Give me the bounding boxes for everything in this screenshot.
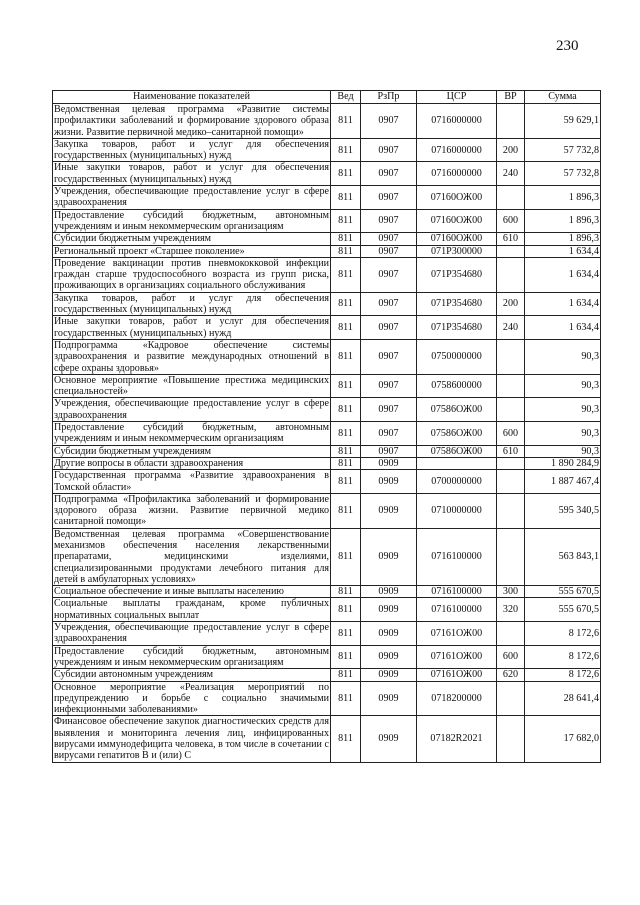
table-header-row bbox=[53, 91, 601, 104]
row-rzpr: 0907 bbox=[361, 257, 417, 292]
table-row bbox=[53, 138, 601, 162]
budget-table bbox=[52, 90, 601, 763]
row-csr: 07161ОЖ00 bbox=[417, 622, 497, 646]
row-vr bbox=[497, 257, 525, 292]
table-row bbox=[53, 398, 601, 422]
row-ved: 811 bbox=[331, 669, 361, 681]
table-row bbox=[53, 493, 601, 528]
row-vr: 600 bbox=[497, 645, 525, 669]
row-vr bbox=[497, 470, 525, 494]
table-row bbox=[53, 598, 601, 622]
table-row bbox=[53, 445, 601, 457]
row-name: Субсидии бюджетным учреждениям bbox=[53, 233, 331, 245]
row-ved: 811 bbox=[331, 374, 361, 398]
row-ved: 811 bbox=[331, 186, 361, 210]
row-vr: 610 bbox=[497, 233, 525, 245]
row-csr: 0700000000 bbox=[417, 470, 497, 494]
row-sum: 595 340,5 bbox=[525, 493, 601, 528]
row-name: Основное мероприятие «Повышение престижа медицинских специальностей» bbox=[54, 374, 329, 398]
row-ved: 811 bbox=[331, 257, 361, 292]
row-ved: 811 bbox=[331, 339, 361, 374]
row-vr: 200 bbox=[497, 138, 525, 162]
table-row bbox=[53, 257, 601, 292]
row-rzpr: 0909 bbox=[361, 493, 417, 528]
row-rzpr: 0909 bbox=[361, 669, 417, 681]
row-vr: 240 bbox=[497, 162, 525, 186]
table-row bbox=[53, 104, 601, 139]
row-rzpr: 0909 bbox=[361, 622, 417, 646]
row-sum: 555 670,5 bbox=[525, 598, 601, 622]
table-row bbox=[53, 316, 601, 340]
row-csr: 0716000000 bbox=[417, 138, 497, 162]
row-vr: 600 bbox=[497, 422, 525, 446]
row-name: Подпрограмма «Профилактика заболеваний и формирование здорового образа жизни. Развитие первичной медико санитарной помощи» bbox=[54, 493, 329, 528]
row-csr: 071P354680 bbox=[417, 257, 497, 292]
table-row bbox=[53, 374, 601, 398]
row-csr: 07160ОЖ00 bbox=[417, 186, 497, 210]
row-csr: 07161ОЖ00 bbox=[417, 669, 497, 681]
table-row bbox=[53, 339, 601, 374]
table-row bbox=[53, 470, 601, 494]
table-row bbox=[53, 681, 601, 716]
row-csr bbox=[417, 457, 497, 469]
row-name: Предоставление субсидий бюджетным, автономным учреждениям и иным некоммерческим организациям bbox=[54, 209, 329, 232]
row-sum: 1 887 467,4 bbox=[525, 470, 601, 494]
row-csr: 0716000000 bbox=[417, 162, 497, 186]
table-row bbox=[53, 457, 601, 469]
table-row bbox=[53, 528, 601, 585]
row-ved: 811 bbox=[331, 586, 361, 598]
table-row bbox=[53, 622, 601, 646]
row-ved: 811 bbox=[331, 645, 361, 669]
row-name: Предоставление субсидий бюджетным, автономным учреждениям и иным некоммерческим организациям bbox=[54, 422, 329, 445]
row-rzpr: 0907 bbox=[361, 186, 417, 210]
row-ved: 811 bbox=[331, 716, 361, 762]
row-rzpr: 0909 bbox=[361, 645, 417, 669]
row-rzpr: 0907 bbox=[361, 162, 417, 186]
row-name: Социальные выплаты гражданам, кроме публичных нормативных социальных выплат bbox=[54, 598, 329, 621]
row-ved: 811 bbox=[331, 162, 361, 186]
table-row bbox=[53, 245, 601, 257]
table-row bbox=[53, 209, 601, 233]
row-rzpr: 0907 bbox=[361, 316, 417, 340]
table-row bbox=[53, 233, 601, 245]
table-row bbox=[53, 716, 601, 762]
row-ved: 811 bbox=[331, 681, 361, 716]
row-name: Государственная программа «Развитие здравоохранения в Томской области» bbox=[54, 470, 329, 493]
row-csr: 07161ОЖ00 bbox=[417, 645, 497, 669]
row-rzpr: 0907 bbox=[361, 292, 417, 316]
row-sum: 1 890 284,9 bbox=[525, 457, 601, 469]
row-name: Основное мероприятие «Реализация мероприятий по предупреждению и борьбе с социально значимыми инфекционными заболеваниями» bbox=[54, 681, 329, 716]
row-vr bbox=[497, 339, 525, 374]
row-ved: 811 bbox=[331, 245, 361, 257]
column-header-sum: Сумма bbox=[525, 91, 601, 104]
row-name: Закупка товаров, работ и услуг для обеспечения государственных (муниципальных) нужд bbox=[54, 138, 329, 162]
row-ved: 811 bbox=[331, 104, 361, 139]
row-rzpr: 0907 bbox=[361, 422, 417, 446]
row-vr bbox=[497, 186, 525, 210]
row-sum: 17 682,0 bbox=[525, 716, 601, 762]
row-vr bbox=[497, 622, 525, 646]
row-sum: 1 634,4 bbox=[525, 245, 601, 257]
row-sum: 90,3 bbox=[525, 398, 601, 422]
row-rzpr: 0907 bbox=[361, 445, 417, 457]
row-vr bbox=[497, 716, 525, 762]
row-name: Иные закупки товаров, работ и услуг для обеспечения государственных (муниципальных) нужд bbox=[54, 316, 329, 339]
row-vr bbox=[497, 398, 525, 422]
row-sum: 28 641,4 bbox=[525, 681, 601, 716]
row-vr: 300 bbox=[497, 586, 525, 598]
row-ved: 811 bbox=[331, 398, 361, 422]
table-row bbox=[53, 586, 601, 598]
table-row bbox=[53, 645, 601, 669]
row-name: Проведение вакцинации против пневмококковой инфекции граждан старше трудоспособного возраста из групп риска, проживающих в организациях социального обслуживания bbox=[54, 257, 329, 292]
row-sum: 1 634,4 bbox=[525, 257, 601, 292]
row-sum: 90,3 bbox=[525, 445, 601, 457]
row-ved: 811 bbox=[331, 470, 361, 494]
row-rzpr: 0909 bbox=[361, 598, 417, 622]
row-rzpr: 0907 bbox=[361, 209, 417, 233]
row-ved: 811 bbox=[331, 457, 361, 469]
row-name: Подпрограмма «Кадровое обеспечение системы здравоохранения и развитие международных отношений в сфере охраны здоровья» bbox=[54, 339, 329, 374]
row-sum: 1 634,4 bbox=[525, 292, 601, 316]
row-name: Ведомственная целевая программа «Развитие системы профилактики заболеваний и формирование здорового образа жизни. Развитие первичной медико–санитарной помощи» bbox=[54, 104, 329, 138]
row-rzpr: 0907 bbox=[361, 138, 417, 162]
row-csr: 071P300000 bbox=[417, 245, 497, 257]
row-sum: 1 896,3 bbox=[525, 209, 601, 233]
row-name: Региональный проект «Старшее поколение» bbox=[53, 245, 331, 257]
row-csr: 07182R2021 bbox=[417, 716, 497, 762]
table-row bbox=[53, 292, 601, 316]
row-rzpr: 0909 bbox=[361, 681, 417, 716]
row-name: Предоставление субсидий бюджетным, автономным учреждениям и иным некоммерческим организациям bbox=[54, 645, 329, 668]
row-sum: 8 172,6 bbox=[525, 669, 601, 681]
row-sum: 555 670,5 bbox=[525, 586, 601, 598]
row-vr bbox=[497, 245, 525, 257]
row-rzpr: 0907 bbox=[361, 233, 417, 245]
row-csr: 0758600000 bbox=[417, 374, 497, 398]
row-csr: 0716100000 bbox=[417, 528, 497, 585]
row-ved: 811 bbox=[331, 622, 361, 646]
row-csr: 07160ОЖ00 bbox=[417, 233, 497, 245]
row-rzpr: 0909 bbox=[361, 528, 417, 585]
row-name: Учреждения, обеспечивающие предоставление услуг в сфере здравоохранения bbox=[54, 398, 329, 421]
row-name: Учреждения, обеспечивающие предоставление услуг в сфере здравоохранения bbox=[54, 622, 329, 645]
row-vr: 620 bbox=[497, 669, 525, 681]
row-ved: 811 bbox=[331, 528, 361, 585]
row-sum: 90,3 bbox=[525, 422, 601, 446]
row-name: Другие вопросы в области здравоохранения bbox=[53, 457, 331, 469]
row-name: Социальное обеспечение и иные выплаты населению bbox=[53, 586, 331, 598]
row-vr bbox=[497, 457, 525, 469]
row-ved: 811 bbox=[331, 445, 361, 457]
row-sum: 8 172,6 bbox=[525, 645, 601, 669]
row-sum: 8 172,6 bbox=[525, 622, 601, 646]
row-sum: 563 843,1 bbox=[525, 528, 601, 585]
row-ved: 811 bbox=[331, 316, 361, 340]
row-sum: 90,3 bbox=[525, 339, 601, 374]
row-vr bbox=[497, 681, 525, 716]
row-name: Субсидии автономным учреждениям bbox=[53, 669, 331, 681]
table-row bbox=[53, 422, 601, 446]
row-csr: 0710000000 bbox=[417, 493, 497, 528]
table-row bbox=[53, 162, 601, 186]
row-vr: 610 bbox=[497, 445, 525, 457]
row-rzpr: 0909 bbox=[361, 457, 417, 469]
row-vr bbox=[497, 528, 525, 585]
row-csr: 071P354680 bbox=[417, 292, 497, 316]
row-vr bbox=[497, 374, 525, 398]
column-header-csr: ЦСР bbox=[417, 91, 497, 104]
row-sum: 90,3 bbox=[525, 374, 601, 398]
row-ved: 811 bbox=[331, 292, 361, 316]
row-ved: 811 bbox=[331, 598, 361, 622]
row-csr: 07586ОЖ00 bbox=[417, 422, 497, 446]
row-sum: 1 634,4 bbox=[525, 316, 601, 340]
row-name: Учреждения, обеспечивающие предоставление услуг в сфере здравоохранения bbox=[54, 186, 329, 209]
row-csr: 0750000000 bbox=[417, 339, 497, 374]
row-rzpr: 0909 bbox=[361, 586, 417, 598]
page-number: 230 bbox=[556, 38, 579, 54]
row-vr: 600 bbox=[497, 209, 525, 233]
row-ved: 811 bbox=[331, 209, 361, 233]
row-vr bbox=[497, 104, 525, 139]
row-csr: 0716100000 bbox=[417, 598, 497, 622]
row-rzpr: 0907 bbox=[361, 104, 417, 139]
row-vr: 320 bbox=[497, 598, 525, 622]
row-rzpr: 0907 bbox=[361, 339, 417, 374]
row-sum: 59 629,1 bbox=[525, 104, 601, 139]
row-csr: 0716100000 bbox=[417, 586, 497, 598]
row-vr bbox=[497, 493, 525, 528]
row-vr: 240 bbox=[497, 316, 525, 340]
column-header-name: Наименование показателей bbox=[53, 91, 331, 104]
table-row bbox=[53, 669, 601, 681]
row-csr: 0716000000 bbox=[417, 104, 497, 139]
row-name: Финансовое обеспечение закупок диагностических средств для выявления и мониторинга лечения лиц, инфицированных вирусами иммунодефицита человека, в том числе в сочетании с вирусами гепатитов В и (или) С bbox=[54, 716, 329, 762]
row-name: Субсидии бюджетным учреждениям bbox=[53, 445, 331, 457]
row-csr: 0718200000 bbox=[417, 681, 497, 716]
row-ved: 811 bbox=[331, 233, 361, 245]
row-sum: 57 732,8 bbox=[525, 138, 601, 162]
row-rzpr: 0907 bbox=[361, 374, 417, 398]
row-ved: 811 bbox=[331, 422, 361, 446]
column-header-vr: ВР bbox=[497, 91, 525, 104]
row-ved: 811 bbox=[331, 138, 361, 162]
row-name: Ведомственная целевая программа «Совершенствование механизмов обеспечения населения лекарственными препаратами, медицинскими изделиями, специализированными продуктами лечебного питания для детей в амбулаторных условиях» bbox=[54, 528, 329, 585]
row-name: Иные закупки товаров, работ и услуг для обеспечения государственных (муниципальных) нужд bbox=[54, 162, 329, 185]
row-csr: 07160ОЖ00 bbox=[417, 209, 497, 233]
row-csr: 07586ОЖ00 bbox=[417, 398, 497, 422]
row-rzpr: 0909 bbox=[361, 470, 417, 494]
row-rzpr: 0907 bbox=[361, 398, 417, 422]
row-rzpr: 0909 bbox=[361, 716, 417, 762]
row-sum: 1 896,3 bbox=[525, 233, 601, 245]
row-sum: 1 896,3 bbox=[525, 186, 601, 210]
row-sum: 57 732,8 bbox=[525, 162, 601, 186]
table-body bbox=[53, 104, 601, 763]
column-header-ved: Вед bbox=[331, 91, 361, 104]
row-csr: 07586ОЖ00 bbox=[417, 445, 497, 457]
row-rzpr: 0907 bbox=[361, 245, 417, 257]
row-ved: 811 bbox=[331, 493, 361, 528]
table-row bbox=[53, 186, 601, 210]
row-csr: 071P354680 bbox=[417, 316, 497, 340]
row-name: Закупка товаров, работ и услуг для обеспечения государственных (муниципальных) нужд bbox=[54, 292, 329, 316]
row-vr: 200 bbox=[497, 292, 525, 316]
column-header-rzpr: РзПр bbox=[361, 91, 417, 104]
